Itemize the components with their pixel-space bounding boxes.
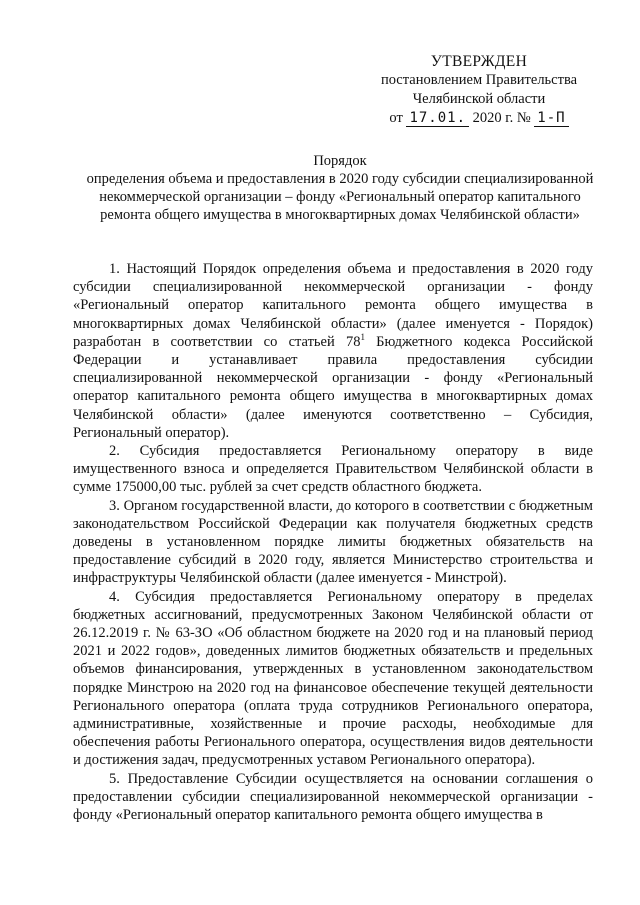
approval-line-2: Челябинской области: [412, 91, 546, 107]
from-prefix: от: [389, 110, 403, 126]
article-superscript: 1: [360, 331, 365, 342]
paragraph-5: 5. Предоставление Субсидии осуществляется на основании соглашения о предоставлении субсидии специализированной некоммерческой организации - фонду «Региональный оператор капитального ремонта общего имущества в: [73, 770, 593, 824]
paragraph-1-part-b: Бюджетного кодекса Российской Федерации и устанавливает правила предоставления субсидии специализированной некоммерческой организации - фонду «Региональный оператор капитального ремонта общего имущества в многоквартирных домах Челябинской области» (далее именуются соответственно – Субсидия, Региональный оператор).: [73, 333, 593, 441]
handwritten-date: 17.01.: [406, 110, 469, 127]
document-heading: Порядок: [313, 153, 367, 169]
paragraph-1-part-a: 1. Настоящий Порядок определения объема и предоставления в 2020 году субсидии специализированной некоммерческой организации - фонду «Региональный оператор капитального ремонта общего имущества в многоквартирных домах Челябинской области» (далее именуется - Порядок) разработан в соответствии со статьей 78: [73, 261, 593, 350]
document-title-block: [80, 152, 600, 224]
paragraph-2: 2. Субсидия предоставляется Региональному оператору в виде имущественного взноса и определяется Правительством Челябинской области в сумме 175000,00 тыс. рублей за счет средств областного бюджета.: [73, 443, 593, 496]
paragraph-4: 4. Субсидия предоставляется Региональному оператору в пределах бюджетных ассигнований, предусмотренных Законом Челябинской области от 26.12.2019 г. № 63-ЗО «Об областном бюджете на 2020 год и на плановый период 2021 и 2022 годов», доведенных лимитов бюджетных обязательств и предельных объемов финансирования, утвержденных в установленном законодательством порядке Минстрою на 2020 год на финансовое обеспечение текущей деятельности Регионального оператора (оплата труда сотрудников Регионального оператора, административные, хозяйственные и прочие расходы, необходимые для обеспечения работы Регионального оператора, осуществления видов деятельности и достижения задач, предусмотренных уставом Регионального оператора).: [73, 588, 593, 769]
approval-line-1: постановлением Правительства: [380, 72, 578, 88]
document-body: [73, 260, 593, 824]
paragraph-3: 3. Органом государственной власти, до которого в соответствии с бюджетным законодательством Российской Федерации как получателя бюджетных средств доведены в установленном порядке лимиты бюджетных обязательств на предоставление субсидий в 2020 году, является Министерство строительства и инфраструктуры Челябинской области (далее именуется - Минстрой).: [73, 497, 593, 587]
document-title-text: определения объема и предоставления в 2020 году субсидии специализированной некоммерческой организации – фонду «Региональный оператор капитального ремонта общего имущества в многоквартирных домах Челябинской области»: [86, 171, 594, 223]
year-text: 2020 г. №: [472, 110, 531, 126]
handwritten-number: 1-П: [534, 110, 568, 127]
approved-label: УТВЕРЖДЕН: [430, 53, 528, 70]
paragraph-1: [73, 260, 593, 442]
approval-stamp: [364, 52, 594, 128]
approval-date-line: [364, 109, 594, 128]
